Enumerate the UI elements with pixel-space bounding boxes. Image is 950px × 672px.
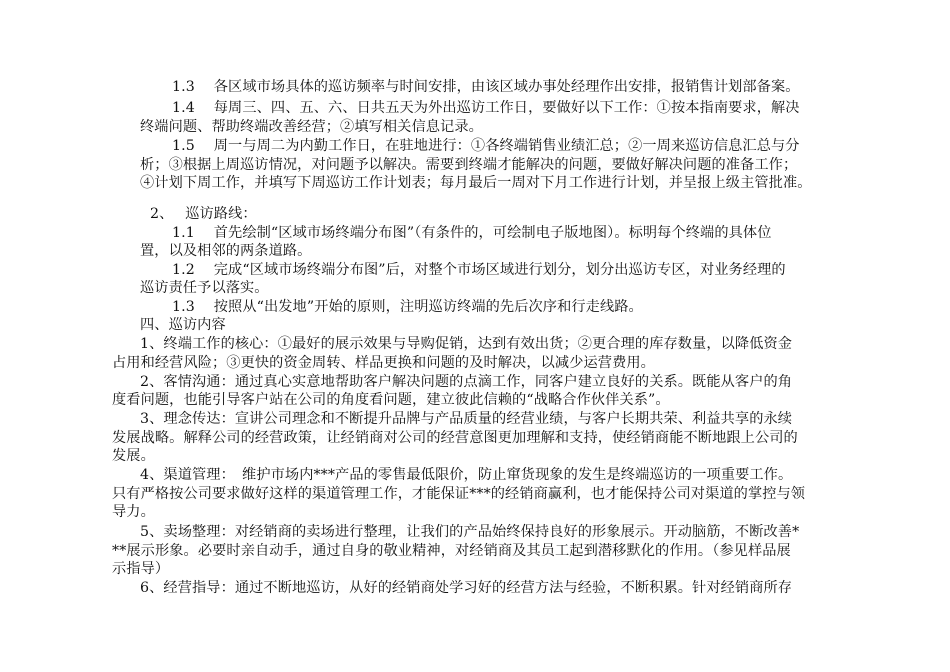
text-line: 1.1 首先绘制“区域市场终端分布图”（有条件的，可绘制电子版地图）。标明每个终端的具体位 — [172, 225, 772, 241]
text-line: 发展战略。解释公司的经营政策，让经销商对公司的经营意图更加理解和支持，使经销商能不断地跟上公司的 — [112, 430, 798, 446]
text-line: 1.3 各区域市场具体的巡访频率与时间安排，由该区域办事处经理作出安排，报销售计划部备案。 — [172, 79, 800, 95]
text-line: 5、卖场整理：对经销商的卖场进行整理，让我们的产品始终保持良好的形象展示。开动脑筋，不断改善* — [140, 524, 800, 540]
text-line: ④计划下周工作，并填写下周巡访工作计划表；每月最后一周对下月工作进行计划，并呈报上级主管批准。 — [140, 175, 812, 191]
text-line: 4、渠道管理： 维护市场内***产品的零售最低限价，防止窜货现象的发生是终端巡访的一项重要工作。 — [140, 467, 793, 483]
text-line: 发展。 — [112, 448, 155, 464]
text-line: 1.5 周一与周二为内勤工作日，在驻地进行：①各终端销售业绩汇总；②一周来巡访信息汇总与分 — [172, 138, 800, 154]
text-line: 1.4 每周三、四、五、六、日共五天为外出巡访工作日，要做好以下工作：①按本指南要求，解决 — [172, 100, 800, 116]
text-line: 3、理念传达：宣讲公司理念和不断提升品牌与产品质量的经营业绩，与客户长期共荣、利益共享的永续 — [140, 411, 793, 427]
text-line: 1.2 完成“区域市场终端分布图”后，对整个市场区域进行划分，划分出巡访专区，对业务经理的 — [172, 262, 786, 278]
text-line: 6、经营指导：通过不断地巡访，从好的经销商处学习好的经营方法与经验，不断积累。针对经销商所存 — [140, 580, 793, 596]
text-line: 巡访责任予以落实。 — [140, 280, 269, 296]
text-line: 终端问题、帮助终端改善经营；②填写相关信息记录。 — [140, 119, 483, 135]
text-line: **展示形象。必要时亲自动手，通过自身的敬业精神，对经销商及其员工起到潜移默化的作用。（参见样品展 — [112, 543, 791, 559]
section-heading: 四、巡访内容 — [140, 317, 226, 333]
text-line: 析；③根据上周巡访情况，对问题予以解决。需要到终端才能解决的问题，要做好解决问题的准备工作； — [140, 157, 798, 173]
text-line: 占用和经营风险；③更快的资金周转、样品更换和问题的及时解决，以减少运营费用。 — [112, 355, 655, 371]
text-line: 导力。 — [112, 504, 155, 520]
text-line: 1.3 按照从“出发地”开始的原则，注明巡访终端的先后次序和行走线路。 — [172, 299, 643, 315]
text-line: 只有严格按公司要求做好这样的渠道管理工作，才能保证***的经销商赢利，也才能保持公司对渠道的掌控与领 — [112, 486, 806, 502]
text-line: 示指导） — [112, 561, 170, 577]
text-line: 2、客情沟通：通过真心实意地帮助客户解决问题的点滴工作，同客户建立良好的关系。既能从客户的角 — [140, 374, 793, 390]
section-heading: 2、 巡访路线： — [150, 206, 257, 222]
text-line: 度看问题，也能引导客户站在公司的角度看问题，建立彼此信赖的“战略合作伙伴关系”。 — [112, 392, 670, 408]
text-line: 置，以及相邻的两条道路。 — [140, 243, 312, 259]
text-line: 1、终端工作的核心：①最好的展示效果与导购促销，达到有效出货；②更合理的库存数量，以降低资金 — [140, 336, 793, 352]
